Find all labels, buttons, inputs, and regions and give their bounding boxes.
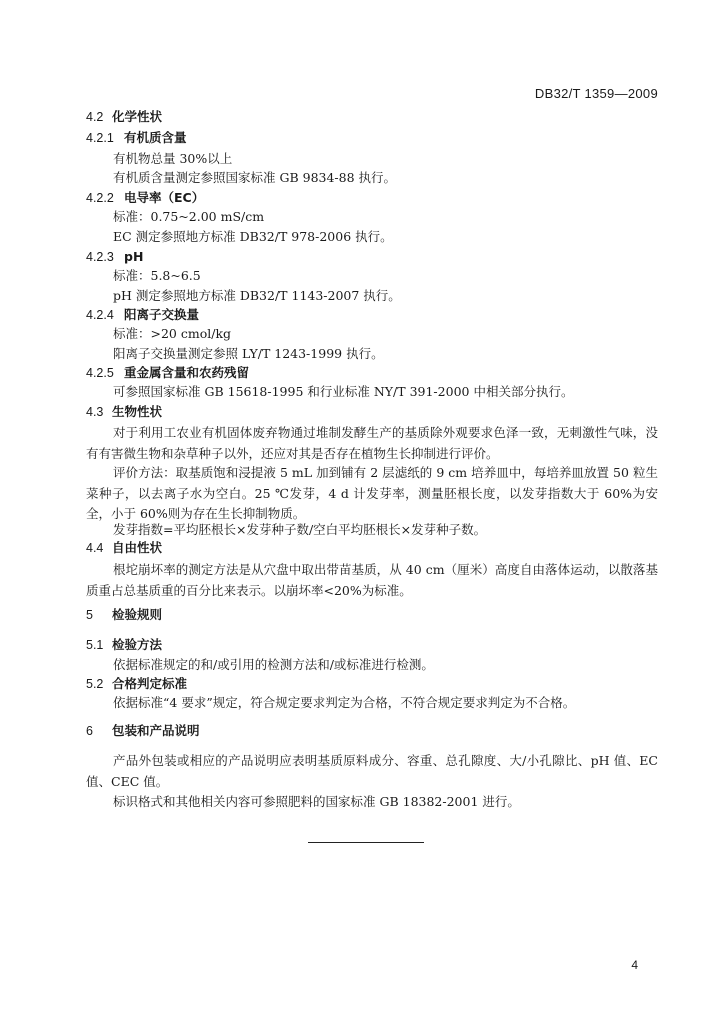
heading-title: 检验规则 bbox=[112, 607, 163, 622]
heading-number: 4.2 bbox=[86, 110, 104, 124]
heading-title: 合格判定标准 bbox=[112, 676, 188, 691]
text-line: EC 测定参照地方标准 DB32/T 978-2006 执行。 bbox=[113, 229, 393, 244]
text-line: 阳离子交换量测定参照 LY/T 1243-1999 执行。 bbox=[113, 346, 384, 361]
heading-5 bbox=[86, 606, 162, 624]
text-line: 依据标准“4 要求”规定，符合规定要求判定为合格，不符合规定要求判定为不合格。 bbox=[113, 695, 576, 710]
standard-code: DB32/T 1359—2009 bbox=[534, 86, 658, 101]
text-line: 标准：0.75~2.00 mS/cm bbox=[113, 209, 265, 224]
heading-title: 生物性状 bbox=[112, 404, 163, 419]
heading-4-2-2 bbox=[86, 189, 204, 207]
heading-4-2-4 bbox=[86, 306, 199, 324]
heading-number: 4.2.3 bbox=[86, 250, 114, 264]
text-line: 依据标准规定的和/或引用的检测方法和/或标准进行检测。 bbox=[113, 657, 434, 672]
paragraph: 发芽指数=平均胚根长×发芽种子数/空白平均胚根长×发芽种子数。 bbox=[113, 522, 487, 537]
heading-4-3 bbox=[86, 403, 162, 421]
heading-5-1 bbox=[86, 636, 162, 654]
heading-title: 自由性状 bbox=[112, 540, 163, 555]
heading-number: 4.2.4 bbox=[86, 308, 114, 322]
heading-5-2 bbox=[86, 675, 187, 693]
heading-4-2-5 bbox=[86, 364, 249, 382]
paragraph: 标识格式和其他相关内容可参照肥料的国家标准 GB 18382-2001 进行。 bbox=[113, 794, 520, 809]
text-line: 标准：5.8~6.5 bbox=[113, 268, 201, 283]
paragraph: 对于利用工农业有机固体废弃物通过堆制发酵生产的基质除外观要求色泽一致，无刺激性气味，没有有害微生物和杂草种子以外，还应对其是否存在植物生长抑制进行评价。 bbox=[86, 425, 658, 461]
heading-4-2-3 bbox=[86, 248, 143, 266]
heading-number: 5 bbox=[86, 608, 93, 622]
heading-number: 4.2.2 bbox=[86, 191, 114, 205]
heading-4-2-1 bbox=[86, 129, 187, 147]
paragraph: 根坨崩坏率的测定方法是从穴盘中取出带苗基质，从 40 cm（厘米）高度自由落体运动，以散落基质重占总基质重的百分比来表示。以崩坏率<20%为标准。 bbox=[86, 562, 658, 598]
heading-number: 4.2.5 bbox=[86, 366, 114, 380]
paragraph: 产品外包装或相应的产品说明应表明基质原料成分、容重、总孔隙度、大/小孔隙比、pH 值、EC 值、CEC 值。 bbox=[86, 753, 658, 789]
paragraph: 评价方法：取基质饱和浸提液 5 mL 加到铺有 2 层滤纸的 9 cm 培养皿中，每培养皿放置 50 粒生菜种子，以去离子水为空白。25 ℃发芽，4 d 计发芽率，测量胚根长度，以发芽指数大于 60%为安全，小于 60%则为存在生长抑制物质。 bbox=[86, 465, 658, 521]
heading-4-4 bbox=[86, 539, 162, 557]
heading-number: 4.4 bbox=[86, 541, 104, 555]
heading-title: 检验方法 bbox=[112, 637, 163, 652]
heading-number: 5.2 bbox=[86, 677, 104, 691]
heading-title: 包装和产品说明 bbox=[112, 723, 200, 738]
text-line: 标准：>20 cmol/kg bbox=[113, 326, 232, 341]
heading-4-2 bbox=[86, 108, 162, 126]
text-line: 可参照国家标准 GB 15618-1995 和行业标准 NY/T 391-2000 中相关部分执行。 bbox=[113, 384, 574, 399]
text-line: 有机物总量 30%以上 bbox=[113, 151, 233, 166]
heading-number: 6 bbox=[86, 724, 93, 738]
heading-title: 阳离子交换量 bbox=[124, 307, 200, 322]
heading-number: 4.2.1 bbox=[86, 131, 114, 145]
heading-number: 4.3 bbox=[86, 405, 104, 419]
heading-title: 电导率（EC） bbox=[124, 190, 205, 205]
page-number: 4 bbox=[631, 958, 638, 972]
end-divider bbox=[308, 842, 424, 843]
text-line: pH 测定参照地方标准 DB32/T 1143-2007 执行。 bbox=[113, 288, 401, 303]
heading-number: 5.1 bbox=[86, 638, 104, 652]
heading-title: pH bbox=[124, 249, 144, 264]
heading-title: 化学性状 bbox=[112, 109, 163, 124]
heading-6 bbox=[86, 722, 200, 740]
text-line: 有机质含量测定参照国家标准 GB 9834-88 执行。 bbox=[113, 170, 397, 185]
heading-title: 重金属含量和农药残留 bbox=[124, 365, 250, 380]
heading-title: 有机质含量 bbox=[124, 130, 187, 145]
